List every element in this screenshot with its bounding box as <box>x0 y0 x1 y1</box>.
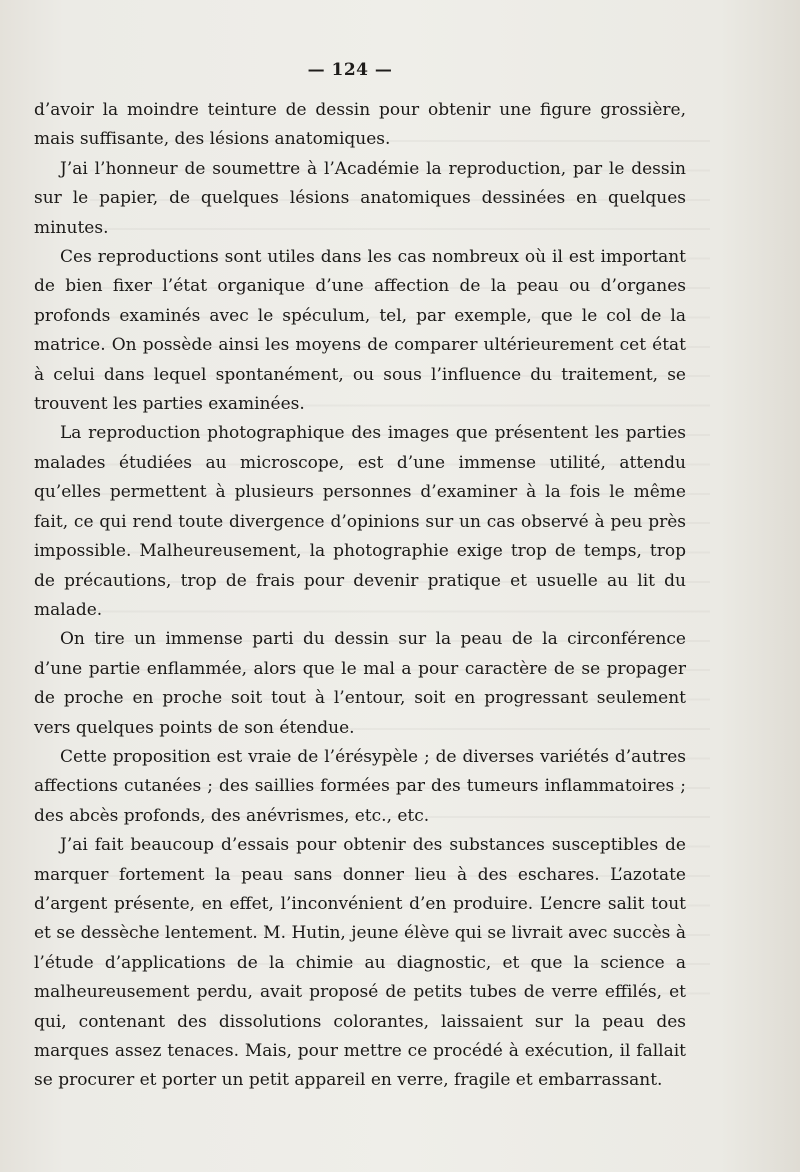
body-text <box>34 96 686 1096</box>
paragraph-academie: J’ai l’honneur de soumettre à l’Académie la reproduction, par le dessin sur le papier, de quelques lésions anatomiques dessinées en quelques minutes. <box>34 158 686 238</box>
paragraph-continuation: d’avoir la moindre teinture de dessin pour obtenir une figure grossière, mais suffisante, des lésions anatomiques. <box>34 100 686 150</box>
paragraph-erysipele: Cette proposition est vraie de l’érésypèle ; de diverses variétés d’autres affections cutanées ; des saillies formées par des tumeurs inflammatoires ; des abcès profonds, des anévrismes, etc., etc. <box>34 746 686 826</box>
paragraph-photographie: La reproduction photographique des images que présentent les parties malades étudiées au microscope, est d’une immense utilité, attendu qu’elles permettent à plusieurs personnes d’examiner à la fois le même fait, ce qui rend toute divergence d’opinions sur un cas observé à peu près impossible. Malheureusement, la photographie exige trop de temps, trop de précautions, trop de frais pour devenir pratique et usuelle au lit du malade. <box>34 423 686 620</box>
paragraph-reproductions: Ces reproductions sont utiles dans les cas nombreux où il est important de bien fixer l’état organique d’une affection de la peau ou d’organes profonds examinés avec le spéculum, tel, par exemple, que le col de la matrice. On possède ainsi les moyens de comparer ultérieurement cet état à celui dans lequel spontanément, ou sous l’influence du traitement, se trouvent les parties examinées. <box>34 247 686 415</box>
paragraph-essais: J’ai fait beaucoup d’essais pour obtenir des substances susceptibles de marquer fortement la peau sans donner lieu à des eschares. L’azotate d’argent présente, en effet, l’inconvénient d’en produire. L’encre salit tout et se dessèche lentement. M. Hutin, jeune élève qui se livrait avec succès à l’étude d’applications de la chimie au diagnostic, et que la science a malheureusement perdu, avait proposé de petits tubes de verre effilés, et qui, contenant des dissolutions colorantes, laissaient sur la peau des marques assez tenaces. Mais, pour mettre ce procédé à exécution, il fallait se procurer et porter un petit appareil en verre, fragile et embarrassant. <box>34 835 686 1091</box>
paragraph-dessin-peau: On tire un immense parti du dessin sur la peau de la circonférence d’une partie enflammée, alors que le mal a pour caractère de se propager de proche en proche soit tout à l’entour, soit en progressant seulement vers quelques points de son étendue. <box>34 629 686 738</box>
page-number: — 124 — <box>307 60 393 80</box>
